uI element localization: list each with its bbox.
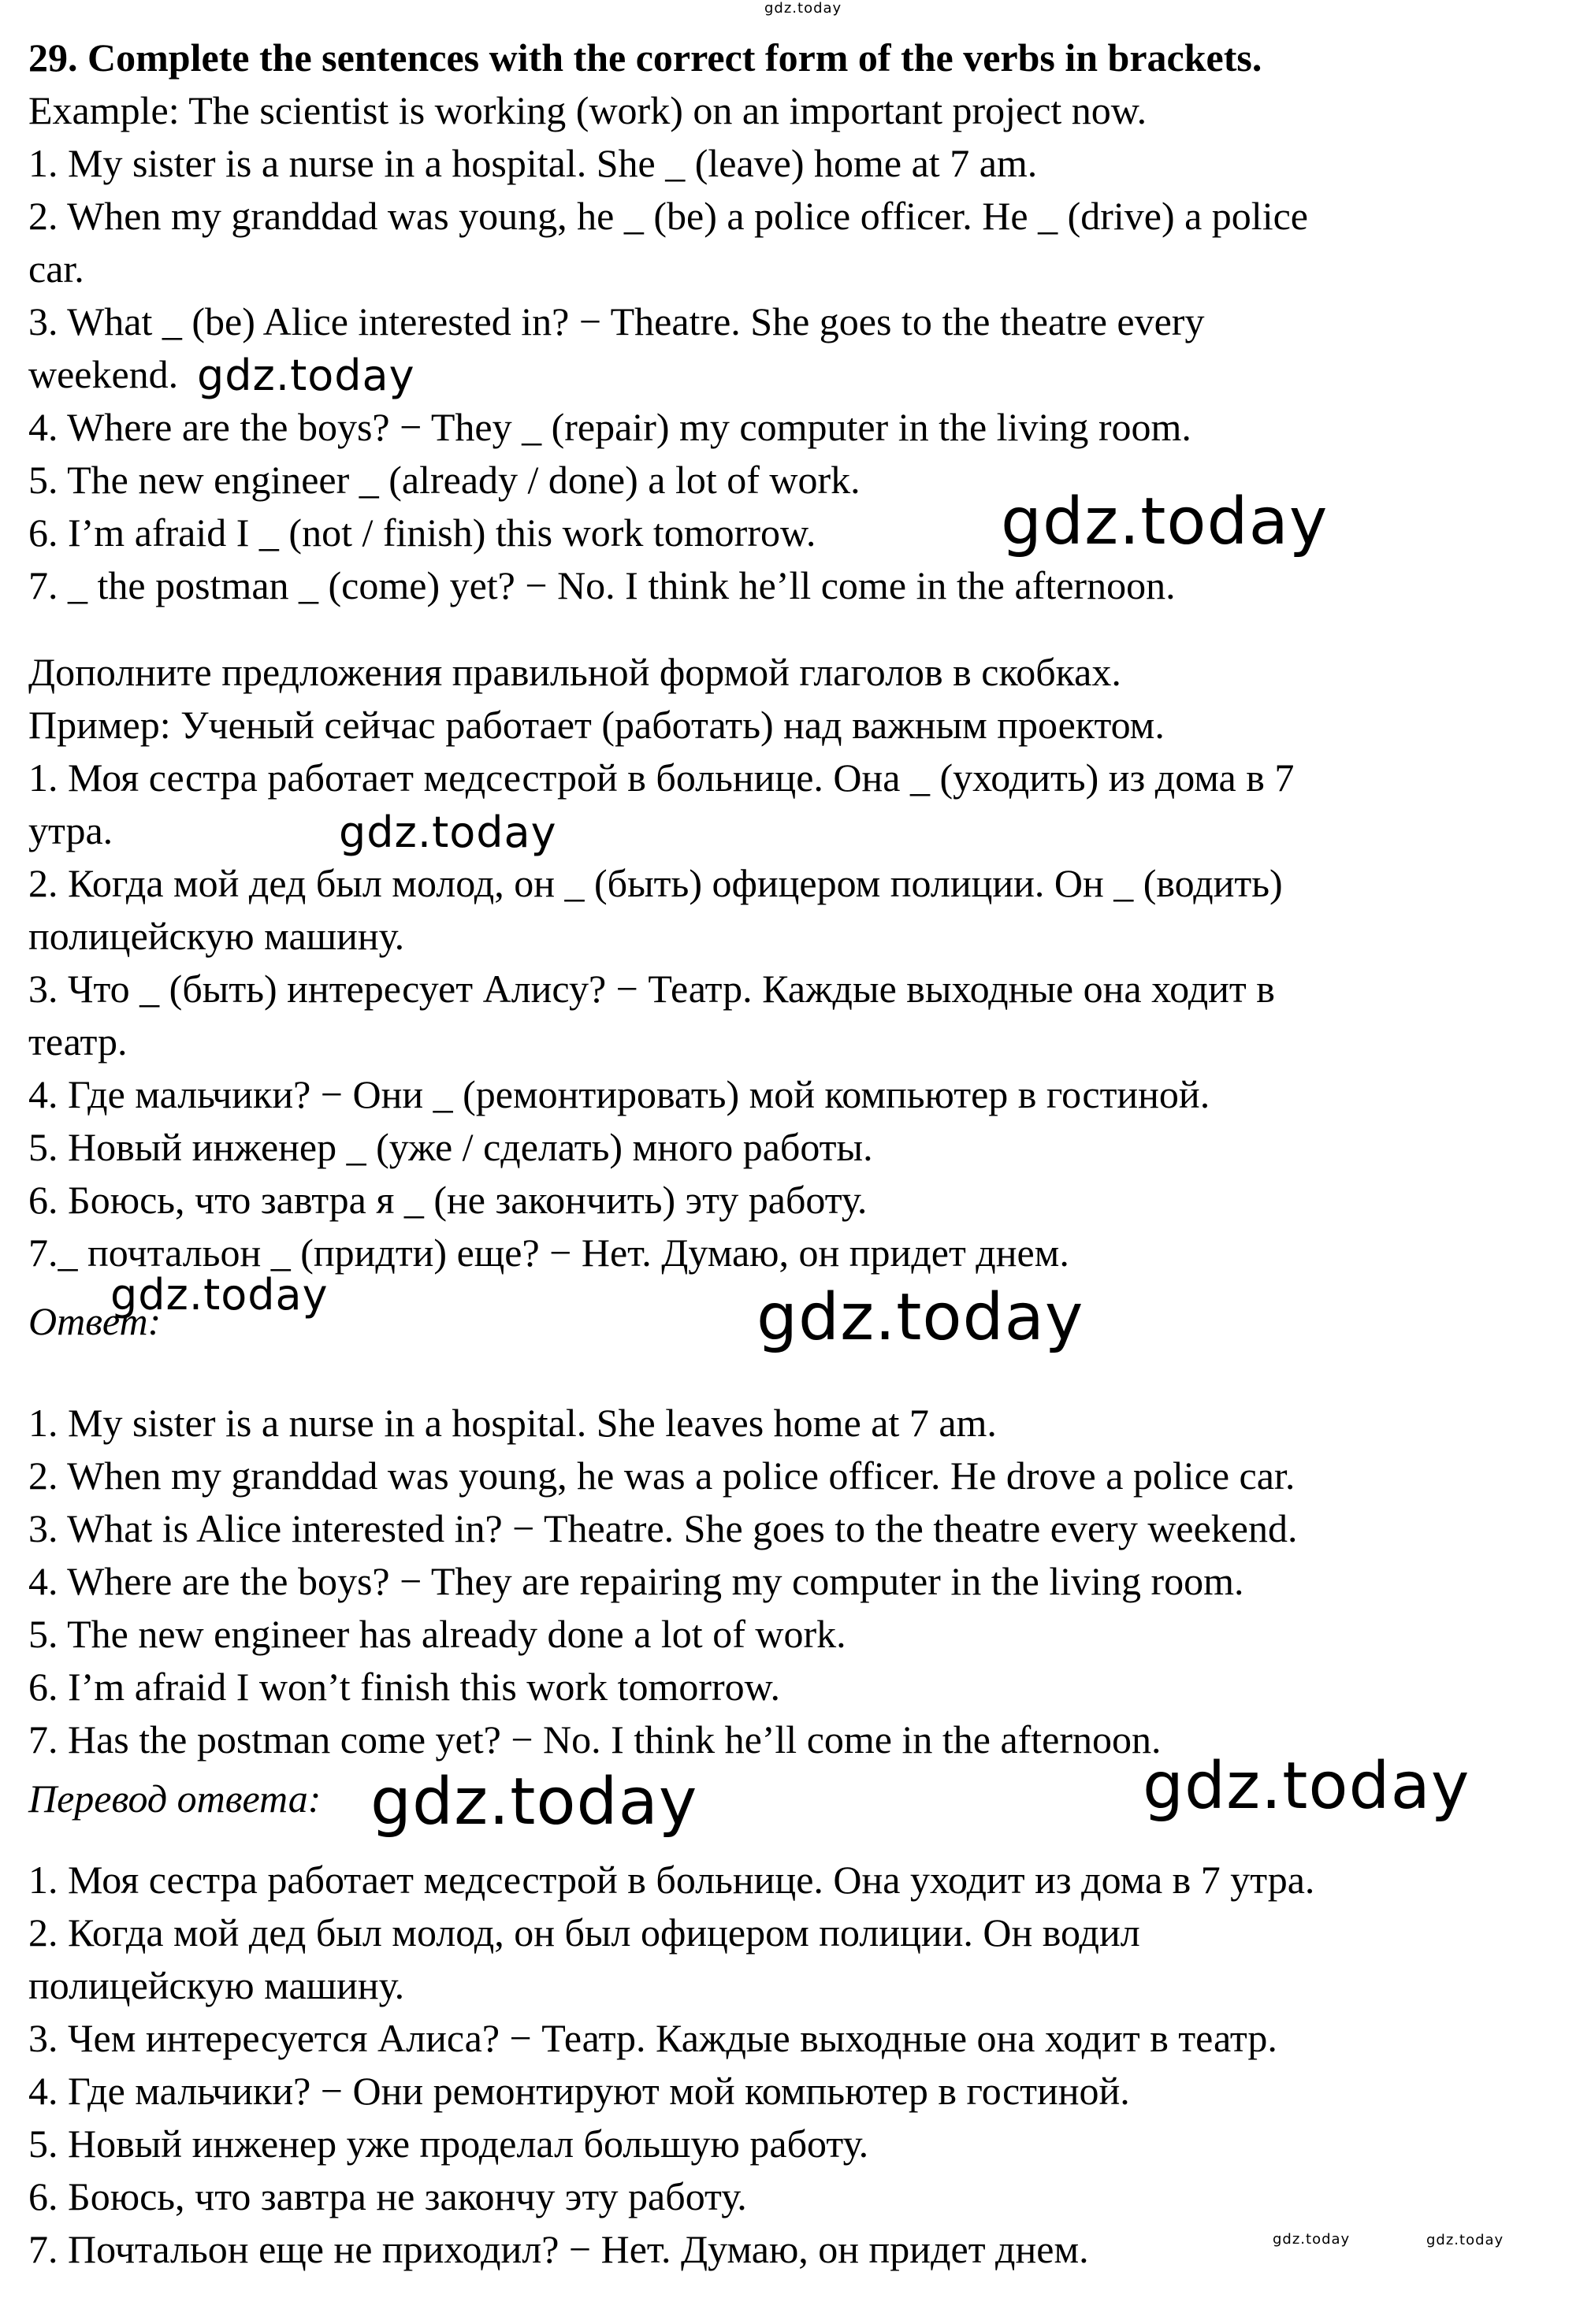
watermark: gdz.today [756,1280,1084,1355]
watermark: gdz.today [339,807,557,857]
task-ru-line: 4. Где мальчики? − Они _ (ремонтировать) мой компьютер в гостиной. [28,1072,1210,1116]
watermark: gdz.today [764,0,842,17]
watermark: gdz.today [1426,2232,1504,2248]
watermark: gdz.today [110,1270,329,1320]
task-ru-title: Дополните предложения правильной формой глаголов в скобках. [28,650,1121,694]
task-ru-line: 3. Что _ (быть) интересует Алису? − Театр. Каждые выходные она ходит в [28,967,1275,1011]
answer-line: 4. Where are the boys? − They are repairing my computer in the living room. [28,1559,1244,1603]
task-line: 4. Where are the boys? − They _ (repair) my computer in the living room. [28,405,1191,449]
answer-line: 5. The new engineer has already done a lot of work. [28,1612,846,1656]
task-line: 7. _ the postman _ (come) yet? − No. I think he’ll come in the afternoon. [28,563,1176,607]
watermark: gdz.today [370,1765,698,1840]
translation-line: 6. Боюсь, что завтра не закончу эту работу. [28,2174,747,2218]
watermark: gdz.today [1143,1749,1470,1824]
task-ru-line: 7._ почтальон _ (придти) еще? − Нет. Думаю, он придет днем. [28,1231,1069,1275]
task-title: 29. Complete the sentences with the correct form of the verbs in brackets. [28,35,1262,80]
watermark: gdz.today [1273,2231,1351,2248]
task-ru-line: утра. [28,808,113,852]
answer-line: 1. My sister is a nurse in a hospital. She leaves home at 7 am. [28,1401,997,1445]
watermark: gdz.today [197,351,415,400]
task-example: Example: The scientist is working (work) on an important project now. [28,88,1147,132]
task-ru-example: Пример: Ученый сейчас работает (работать) над важным проектом. [28,703,1165,747]
task-ru-line: 1. Моя сестра работает медсестрой в больнице. Она _ (уходить) из дома в 7 [28,755,1295,800]
task-ru-line: полицейскую машину. [28,914,405,958]
task-line: 5. The new engineer _ (already / done) a lot of work. [28,458,861,502]
answer-heading: Ответ: [28,1299,162,1343]
task-line: car. [28,247,84,291]
task-line: 2. When my granddad was young, he _ (be) a police officer. He _ (drive) a police [28,194,1308,238]
task-line: 1. My sister is a nurse in a hospital. She _ (leave) home at 7 am. [28,141,1038,185]
answer-line: 7. Has the postman come yet? − No. I think he’ll come in the afternoon. [28,1717,1162,1762]
translation-heading: Перевод ответа: [28,1776,322,1821]
translation-line: 2. Когда мой дед был молод, он был офицером полиции. Он водил [28,1910,1140,1955]
task-line: weekend. [28,352,179,396]
translation-line: 4. Где мальчики? − Они ремонтируют мой компьютер в гостиной. [28,2069,1130,2113]
translation-line: 7. Почтальон еще не приходил? − Нет. Думаю, он придет днем. [28,2227,1089,2271]
watermark: gdz.today [1001,484,1329,559]
answer-line: 6. I’m afraid I won’t finish this work tomorrow. [28,1665,781,1709]
task-ru-line: 2. Когда мой дед был молод, он _ (быть) офицером полиции. Он _ (водить) [28,861,1283,905]
translation-line: 1. Моя сестра работает медсестрой в больнице. Она уходит из дома в 7 утра. [28,1858,1315,1902]
task-line: 3. What _ (be) Alice interested in? − Theatre. She goes to the theatre every [28,299,1205,343]
task-ru-line: 6. Боюсь, что завтра я _ (не закончить) эту работу. [28,1178,868,1222]
task-line: 6. I’m afraid I _ (not / finish) this work tomorrow. [28,510,816,555]
translation-line: 5. Новый инженер уже проделал большую работу. [28,2122,869,2166]
translation-line: полицейскую машину. [28,1963,405,2007]
task-ru-line: театр. [28,1019,128,1064]
answer-line: 3. What is Alice interested in? − Theatre. She goes to the theatre every weekend. [28,1506,1298,1550]
task-ru-line: 5. Новый инженер _ (уже / сделать) много работы. [28,1125,873,1169]
answer-line: 2. When my granddad was young, he was a police officer. He drove a police car. [28,1453,1295,1498]
translation-line: 3. Чем интересуется Алиса? − Театр. Каждые выходные она ходит в театр. [28,2016,1277,2060]
